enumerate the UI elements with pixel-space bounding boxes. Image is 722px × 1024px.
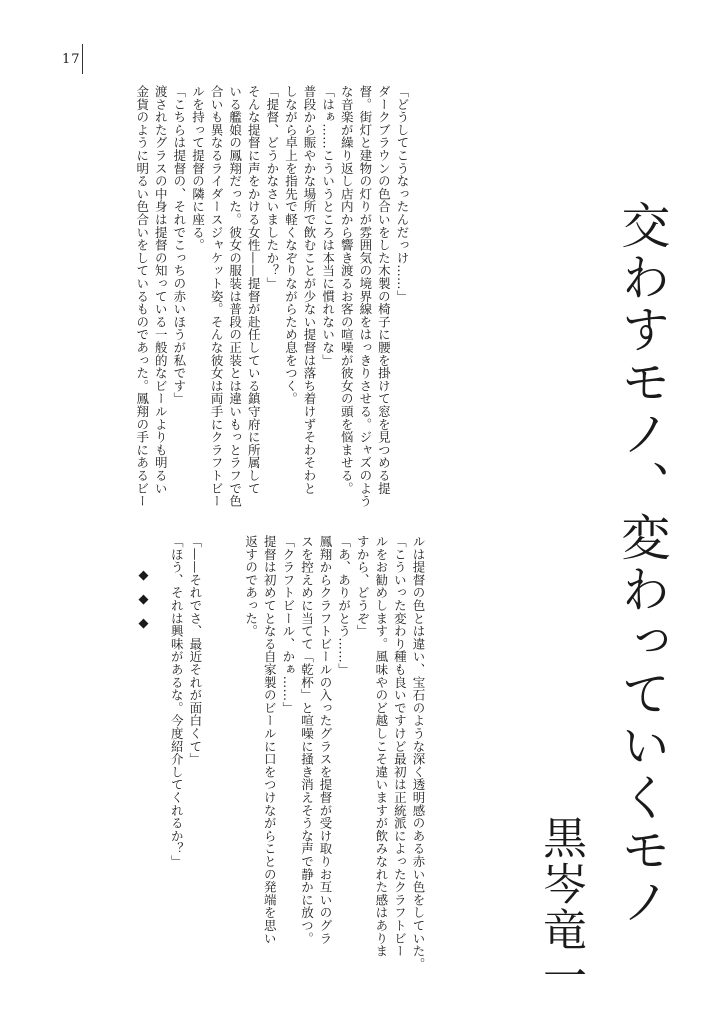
text-line: 「提督、どうかなさいましたか？」 <box>264 85 280 290</box>
text-line: すから、どうぞ」 <box>355 535 371 638</box>
text-line: 返すのであった。 <box>243 535 259 638</box>
text-line: 督。街灯と建物の灯りが雰囲気の境界線をはっきりさせる。ジャズのよう <box>357 85 373 508</box>
section-break-ornament: ◆◆◆ <box>136 568 151 640</box>
story-title: 交わすモノ、変わっていくモノ <box>613 200 671 928</box>
text-line: 「クラフトビール、かぁ……」 <box>280 535 296 715</box>
text-line: スを控えめに当てて「乾杯」と喧噪に掻き消えそうな声で静かに放つ。 <box>299 535 315 945</box>
text-line: そんな提督に声をかける女性——提督が赴任している鎮守府に所属して <box>246 85 262 495</box>
text-line: 「はぁ……こういうところは本当に慣れないな」 <box>320 85 336 367</box>
text-line: 「ほう、それは興味があるな。今度紹介してくれるか？」 <box>169 535 185 868</box>
text-line: ダークブラウンの色合いをした木製の椅子に腰を掛けて窓を見つめる提 <box>376 85 392 495</box>
text-line: ルをお勧めします。風味やのど越しこそ違いますが飲みなれた感はありま <box>373 535 389 958</box>
text-line-spacer <box>204 535 223 955</box>
text-line: いる艦娘の鳳翔だった。彼女の服装は普段の正装とは違いもっとラフで色 <box>227 85 243 508</box>
text-line: ルは提督の色とは違い、宝石のような深く透明感のある赤い色をしていた。 <box>411 535 426 971</box>
text-line-spacer <box>222 535 241 955</box>
text-line: 「こういった変わり種も良いですけど最初は正統派によったクラフトビー <box>392 535 408 958</box>
text-line: しながら卓上を指先で軽くなぞりながらため息をつく。 <box>283 85 299 405</box>
page-number: 17 <box>62 52 81 67</box>
text-line: 普段から賑やかな場所で飲むことが少ない提督は落ち着けずそわそわと <box>302 85 318 495</box>
page-number-rule <box>82 44 83 74</box>
text-line: な音楽が繰り返し店内から響き渡るお客の喧噪が彼女の頭を悩ませる。 <box>339 85 355 495</box>
text-line: ルを持って提督の隣に座る。 <box>190 85 206 252</box>
text-line: 「こちらは提督の、それでこっちの赤いほうが私です」 <box>171 85 187 405</box>
text-line: 「どうしてこうなったんだっけ……」 <box>395 85 410 303</box>
text-line: 渡されたグラスの中身は提督の知っている一般的なビールよりも明るい <box>153 85 169 495</box>
text-line: 「あ、ありがとう……」 <box>336 535 352 676</box>
text-line: 金貨のように明るい色合いをしているものであった。鳳翔の手にあるビー <box>134 85 150 508</box>
author-name: 黒岑竜一 <box>535 815 586 999</box>
text-column-lower <box>62 535 427 971</box>
text-column-upper <box>62 85 411 510</box>
text-line: 提督は初めてとなる自家製のビールに口をつけながらことの発端を思い <box>262 535 278 945</box>
text-line: 「——それでさ、最近それが面白くて」 <box>187 535 203 766</box>
text-line: 鳳翔からクラフトビールの入ったグラスを提督が受け取りお互いのグラ <box>318 535 334 945</box>
text-line: 合いも異なるライダースジャケット姿。そんな彼女は両手にクラフトビー <box>209 85 225 508</box>
